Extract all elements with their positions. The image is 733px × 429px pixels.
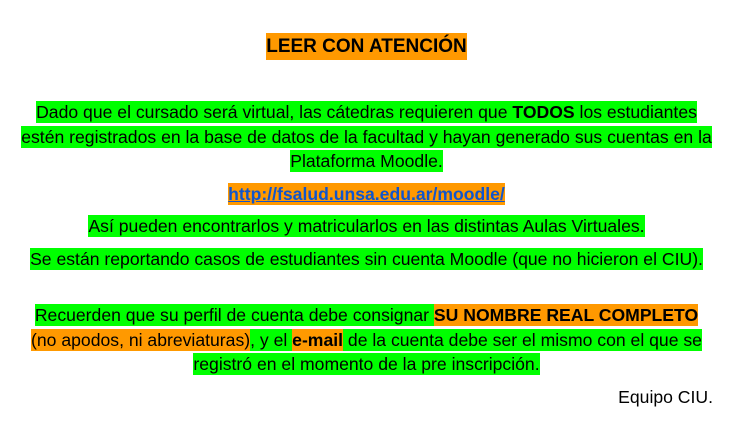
signature: Equipo CIU. bbox=[618, 387, 713, 407]
profile-bold-email: e-mail bbox=[292, 329, 344, 350]
title-text: LEER CON ATENCIÓN bbox=[266, 33, 467, 60]
profile-text-3: , y el bbox=[250, 329, 293, 350]
moodle-link-highlight bbox=[228, 183, 505, 205]
intro-bold-todos: TODOS bbox=[512, 102, 575, 122]
profile-text-1: Recuerden que su perfil de cuenta debe consignar bbox=[34, 305, 434, 325]
intro-text-2: los estudiantes estén registrados en la base de datos de la facultad y hayan generado sus cuentas en la Plataforma Moodle. bbox=[21, 102, 712, 171]
paragraph-profile bbox=[20, 303, 713, 377]
profile-bold-name: SU NOMBRE REAL COMPLETO bbox=[433, 305, 699, 325]
intro-text-1: Dado que el cursado será virtual, las cátedras requieren que bbox=[36, 102, 513, 122]
profile-text-2: (no apodos, ni abreviaturas) bbox=[31, 329, 251, 350]
moodle-link[interactable]: http://fsalud.unsa.edu.ar/moodle/ bbox=[228, 184, 505, 204]
paragraph-report bbox=[20, 247, 713, 272]
paragraph-intro bbox=[20, 100, 713, 174]
paragraph-enroll bbox=[20, 214, 713, 239]
profile-text-4: de la cuenta debe ser el mismo con el que se registró en el momento de la pre inscripción. bbox=[193, 329, 702, 374]
report-text: Se están reportando casos de estudiantes sin cuenta Moodle (que no hicieron el CIU). bbox=[30, 249, 703, 269]
page-title bbox=[20, 33, 713, 61]
paragraph-link bbox=[20, 182, 713, 207]
enroll-text: Así pueden encontrarlos y matricularlos en las distintas Aulas Virtuales. bbox=[88, 216, 645, 236]
